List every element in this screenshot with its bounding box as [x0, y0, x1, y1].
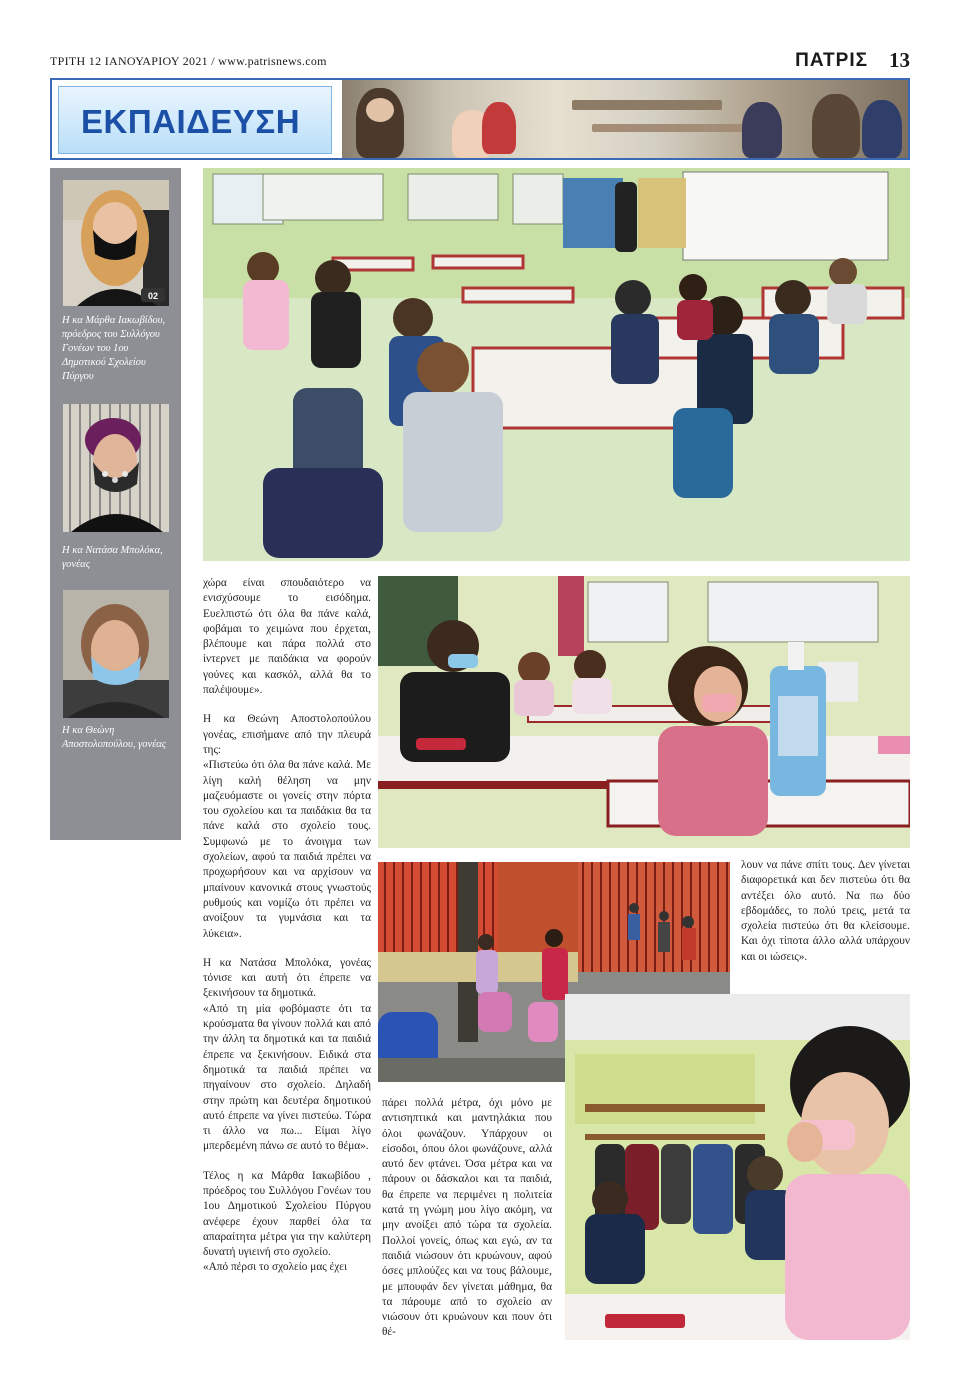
article-column-2 [382, 1096, 552, 1341]
article-paragraph: «Από τη μία φοβόμαστε ότι τα κρούσματα θα γίνουν πολλά και από την άλλη τα δημοτικά και τα παιδιά έπρεπε να ξεκινήσουν. Ειδικά στα δημοτικά τα παιδιά πρέπει να πηγαίνουν στο σχολείο. Δηλαδή στην πρώτη και δευτέρα δημοτικού αυτό έπρεπε να γίνει πιστεύω. Τώρα τι άλλο να πω... Είμαι λίγο μπερδεμένη πάνω σε αυτό το θέμα». [203, 1002, 371, 1153]
sidebar-interviewees [50, 168, 181, 840]
article-paragraph: Η κα Θεώνη Αποστολοπούλου γονέας, επισήμανε από την πλευρά της: [203, 713, 371, 756]
article-paragraph: «Από πέρσι το σχολείο μας έχει [203, 1261, 348, 1274]
article-paragraph: πάρει πολλά μέτρα, όχι μόνο με αντισηπτικά και μαντηλάκια που όλοι φωνάζουν. Υπάρχουν οι είσοδοι, όπου όλοι φωνάζουνε, αλλά αυτό δεν φτάνει. Όσα μέτρα και να πάρουν οι δάσκαλοι και τα παιδιά, θα έπρεπε να περιμένει η πολιτεία κατά τη γνώμη μου λίγο ακόμη, να μην ανοίξει από τώρα τα σχολεία. Πολλοί γονείς, όπως και εγώ, αν τα παιδιά νιώσουν ότι κρυώνουν, αφού όσες μπλούζες και να τους βάλουμε, με μπουφάν δεν γίνεται μάθημα, θα τα πάρουμε από το σχολείο αν νιώσουν ότι κρυώνουν και πουν ότι θέ- [382, 1097, 552, 1339]
article-column-1 [203, 576, 371, 1290]
section-title-box [58, 86, 332, 154]
article-paragraph: Η κα Νατάσα Μπολόκα, γονέας τόνισε και αυτή ότι έπρεπε να ξεκινήσουν τα δημοτικά. [203, 956, 371, 1000]
tv-badge: 02 [147, 291, 159, 301]
dateline: ΤΡΙΤΗ 12 ΙΑΝΟΥΑΡΙΟΥ 2021 / www.patrisnews.com [50, 54, 327, 68]
caption-interviewee-1: Η κα Μάρθα Ιακωβίδου, πρόεδρος του Συλλόγου Γονέων του 1ου Δημοτικού Σχολείου Πύργου [62, 315, 166, 382]
page-header [50, 50, 910, 72]
caption-interviewee-3: Η κα Θεώνη Αποστολοπούλου, γονέας [62, 725, 167, 750]
interviewee-photo-3 [63, 590, 169, 718]
article-paragraph: «Πιστεύω ότι όλα θα πάνε καλά. Με λίγη καλή θέληση να μην μαζευόμαστε οι γονείς στην πόρτα του σχολείου και τα παιδάκια θα τα πάνε καλά στο σχολείο τους. Συμφωνώ με το άνοιγμα των σχολείων, αφού τα παιδιά πρέπει να προχωρήσουν και να αρχίσουν να μπαίνουν κανονικά στους γνωστούς ρυθμούς και νομίζω ότι πρέπει να ανοίξουν τα γυμνάσια και τα λύκεια». [203, 759, 371, 940]
masthead: ΠΑΤΡΙΣ [795, 50, 868, 71]
classroom-photo-masks [378, 576, 910, 848]
interviewee-photo-2 [63, 404, 169, 532]
section-banner [50, 78, 910, 160]
article-paragraph: χώρα είναι σπουδαιότερο να ενισχύσουμε το εισόδημα. Ευελπιστώ ότι όλα θα πάνε καλά, φοβάμαι το χειμώνα που έρχεται, βλέπουμε και πάρα πολλά στο ίντερνετ με παιδάκια να φορούν γούνες και κασκόλ, αλλά θα το παλέψουμε». [203, 577, 371, 697]
article-paragraph: λουν να πάνε σπίτι τους. Δεν γίνεται διαφορετικά και δεν πιστεύω ότι θα αντέξει όλο αυτό. Να πω δύο εβδομάδες, το πολύ τρεις, μετά τα σχολεία πιστεύω ότι θα κλείσουμε. Και όχι τίποτα άλλο αλλά υπάρχουν και οι ιώσεις». [741, 859, 910, 963]
caption-interviewee-2: Η κα Νατάσα Μπολόκα, γονέας [62, 545, 163, 570]
banner-photo [342, 80, 908, 158]
article-paragraph: Τέλος η κα Μάρθα Ιακωβίδου , πρόεδρος του Συλλόγου Γονέων του 1ου Δημοτικού Σχολείου Πύργου ανέφερε έχουν παρθεί όλα τα απαραίτητα μέτρα για την καλύτερη δυνατή υγιεινή στο σχολείο. [203, 1169, 371, 1259]
page-number: 13 [889, 48, 910, 72]
section-title: ΕΚΠΑΙΔΕΥΣΗ [81, 103, 301, 140]
classroom-photo-main [203, 168, 910, 561]
girl-mask-photo [565, 994, 910, 1340]
interviewee-photo-1 [63, 180, 169, 306]
article-column-3 [741, 858, 910, 965]
